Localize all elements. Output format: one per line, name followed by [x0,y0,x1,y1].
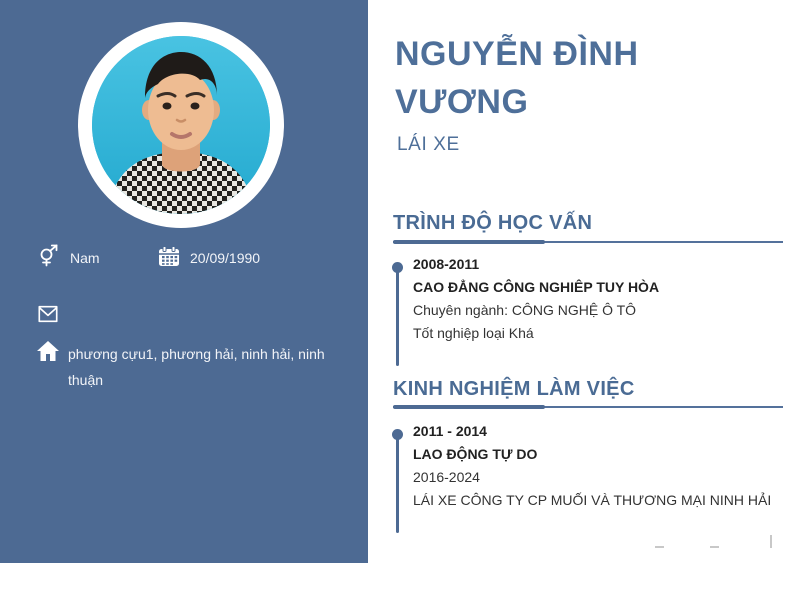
profile-photo-illustration [92,36,270,214]
experience-period-2: 2016-2024 [413,469,480,485]
education-entry [413,253,788,345]
calendar-icon [157,245,181,269]
section-rule-education [393,240,783,244]
gender-icon [37,243,61,267]
gender-value: Nam [70,250,100,266]
education-grade: Tốt nghiệp loại Khá [413,325,534,341]
experience-entry [413,420,788,512]
section-title-education: TRÌNH ĐỘ HỌC VẤN [393,212,593,234]
footer-artifact [710,546,719,548]
timeline-line [396,437,399,533]
experience-organization: LAO ĐỘNG TỰ DO [413,446,538,462]
candidate-name: NGUYỄN ĐÌNH VƯƠNG [395,35,639,121]
timeline-line [396,270,399,366]
experience-period: 2011 - 2014 [413,423,487,439]
job-title: LÁI XE [397,134,460,155]
home-icon [36,339,60,363]
address-value: phương cựu1, phương hải, ninh hải, ninh thuận [68,346,325,388]
footer-artifact [770,535,772,548]
experience-company: LÁI XE CÔNG TY CP MUỐI VÀ THƯƠNG MẠI NINH HẢI [413,492,772,508]
section-rule-experience [393,405,783,409]
email-icon [37,303,59,325]
footer-artifact [655,546,664,548]
avatar [78,22,284,228]
sidebar [0,0,368,563]
education-organization: CAO ĐẲNG CÔNG NGHIÊP TUY HÒA [413,279,660,295]
education-major: Chuyên ngành: CÔNG NGHỆ Ô TÔ [413,302,637,318]
section-title-experience: KINH NGHIỆM LÀM VIỆC [393,378,635,400]
education-period: 2008-2011 [413,256,480,272]
birth-date-value: 20/09/1990 [190,250,261,266]
